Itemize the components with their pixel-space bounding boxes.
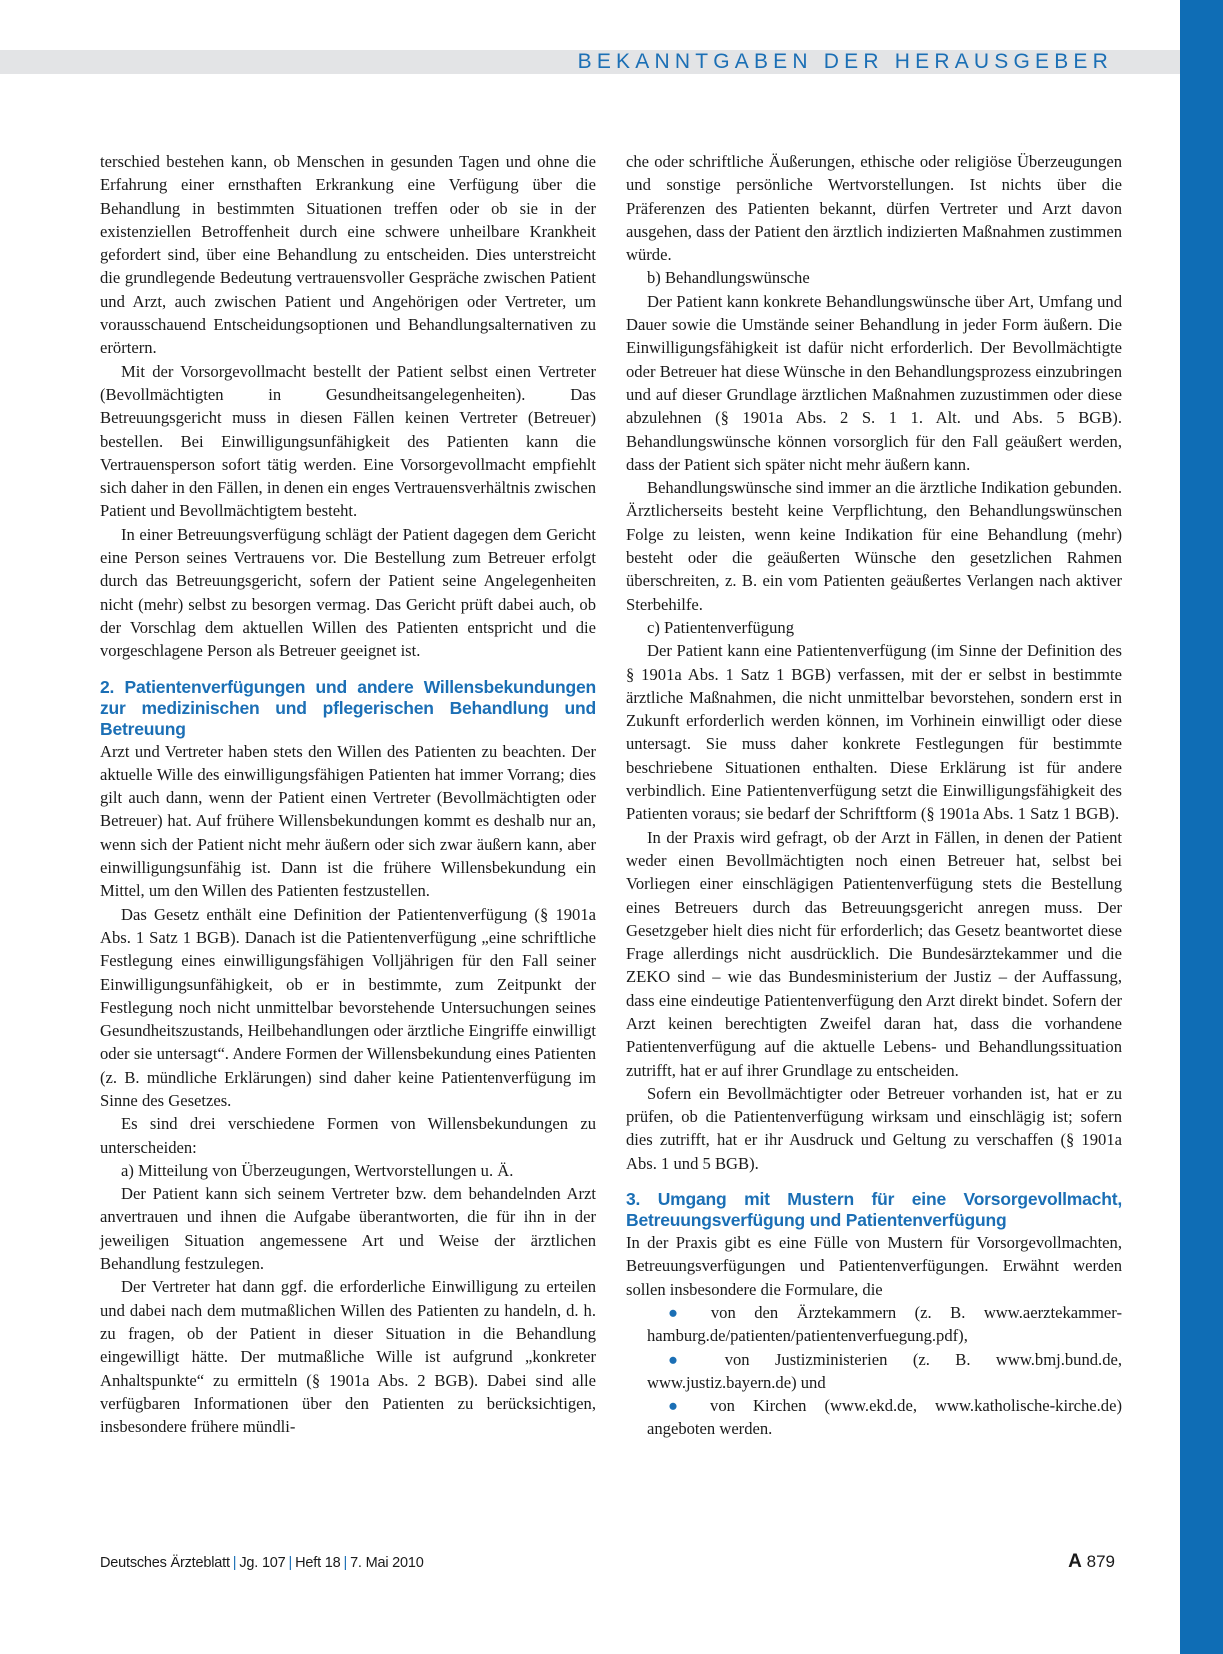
bullet-icon: ● bbox=[668, 1302, 693, 1322]
subheading: c) Patientenverfügung bbox=[647, 617, 794, 637]
right-column bbox=[626, 150, 1122, 1441]
paragraph: Es sind drei verschiedene Formen von Willensbekundungen zu unterscheiden: bbox=[100, 1114, 596, 1157]
paragraph: In der Praxis gibt es eine Fülle von Mustern für Vorsorgevollmachten, Betreuungsverfügungen und Patientenverfügungen. Erwähnt werden sollen insbesondere die Formulare, die bbox=[626, 1233, 1122, 1299]
list-item bbox=[626, 1394, 1122, 1441]
section-heading-2: 2. Patientenverfügungen und andere Willensbekundungen zur medizinischen und pflegerischen Behandlung und Betreuung bbox=[100, 676, 596, 739]
section-title: BEKANNTGABEN DER HERAUSGEBER bbox=[577, 50, 1113, 73]
paragraph: Arzt und Vertreter haben stets den Willen des Patienten zu beachten. Der aktuelle Wille des einwilligungsfähigen Patienten hat immer Vorrang; dies gilt auch dann, wenn der Patient einen Vertreter (Bevollmächtigten oder Betreuer) hat. Auf frühere Willensbekundungen kommt es deshalb nur an, wenn sich der Patient nicht mehr äußern oder sich zwar äußern kann, aber einwilligungsunfähig ist. Dann ist die frühere Willensbekundung ein Mittel, um den Willen des Patienten festzustellen. bbox=[100, 741, 596, 901]
paragraph: Das Gesetz enthält eine Definition der Patientenverfügung (§ 1901a Abs. 1 Satz 1 BGB). Danach ist die Patientenverfügung „eine schriftliche Festlegung eines einwilligungsfähigen Volljährigen für den Fall seiner Einwilligungsunfähigkeit, ob er in bestimmte, zum Zeitpunkt der Festlegung noch nicht unmittelbar bevorstehende Untersuchungen seines Gesundheitszustands, Heilbehandlungen oder ärztliche Eingriffe einwilligt oder sie untersagt“. Andere Formen der Willensbekundung eines Patienten (z. B. mündliche Erklärungen) sind daher keine Patientenverfügung im Sinne des Gesetzes. bbox=[100, 904, 596, 1110]
volume: Jg. 107 bbox=[239, 1555, 286, 1571]
list-item bbox=[626, 1301, 1122, 1348]
issue: Heft 18 bbox=[295, 1555, 341, 1571]
paragraph: Der Patient kann konkrete Behandlungswünsche über Art, Umfang und Dauer sowie die Umstände seiner Behandlung in jeder Form äußern. Die Einwilligungsfähigkeit ist dafür nicht erforderlich. Der Bevollmächtigte oder Betreuer hat diese Wünsche in den Behandlungsprozess einzubringen und auf dieser Grundlage ärztlichen Maßnahmen zuzustimmen oder diese abzulehnen (§ 1901a Abs. 2 S. 1 1. Alt. und Abs. 5 BGB). Behandlungswünsche können vorsorglich für den Fall geäußert werden, dass der Patient sich später nicht mehr äußern kann. bbox=[626, 291, 1122, 474]
list-item-text: von Justizministerien (z. B. www.bmj.bund.de, www.justiz.bayern.de) und bbox=[647, 1349, 1123, 1392]
bullet-icon: ● bbox=[668, 1396, 692, 1416]
page-number-value: 879 bbox=[1086, 1552, 1115, 1571]
paragraph: Der Patient kann sich seinem Vertreter bzw. dem behandelnden Arzt anvertrauen und ihnen die Aufgabe überantworten, die für ihn in der jeweiligen Situation angemessene Art und Weise der ärztlichen Behandlung festzulegen. bbox=[100, 1184, 596, 1274]
separator: | bbox=[232, 1555, 237, 1571]
section-heading-3: 3. Umgang mit Mustern für eine Vorsorgevollmacht, Betreuungsverfügung und Patientenverfügung bbox=[626, 1189, 1122, 1231]
paragraph: Der Patient kann eine Patientenverfügung (im Sinne der Definition des § 1901a Abs. 1 Satz 1 BGB) verfassen, mit der er selbst in bestimmte ärztliche Maßnahmen, die nicht unmittelbar bevorstehen, sondern erst in Zukunft erforderlich werden können, im Vorhinein einwilligt oder diese untersagt. Sie muss daher konkrete Festlegungen für bestimmte beschriebene Situationen enthalten. Diese Erklärung ist für andere verbindlich. Eine Patientenverfügung setzt die Einwilligungsfähigkeit des Patienten voraus; sie bedarf der Schriftform (§ 1901a Abs. 1 Satz 1 BGB). bbox=[626, 641, 1122, 824]
separator: | bbox=[288, 1555, 293, 1571]
side-color-stripe bbox=[1180, 0, 1223, 1654]
page-number bbox=[1068, 1551, 1115, 1573]
date: 7. Mai 2010 bbox=[350, 1555, 424, 1571]
paragraph: In einer Betreuungsverfügung schlägt der Patient dagegen dem Gericht eine Person seines Vertrauens vor. Die Bestellung zum Betreuer erfolgt durch das Betreuungsgericht, sofern der Patient seine Angelegenheiten nicht (mehr) selbst zu besorgen vermag. Das Gericht prüft dabei auch, ob der Vorschlag dem aktuellen Willen des Patienten entspricht und die vorgeschlagene Person als Betreuer geeignet ist. bbox=[100, 524, 596, 661]
paragraph: Mit der Vorsorgevollmacht bestellt der Patient selbst einen Vertreter (Bevollmächtigten in Gesundheitsangelegenheiten). Das Betreuungsgericht muss in diesen Fällen keinen Vertreter (Betreuer) bestellen. Bei Einwilligungsunfähigkeit des Patienten kann die Vertrauensperson sofort tätig werden. Eine Vorsorgevollmacht empfiehlt sich daher in den Fällen, in denen ein enges Vertrauensverhältnis zwischen Patient und Bevollmächtigtem besteht. bbox=[100, 361, 596, 521]
paragraph: Der Vertreter hat dann ggf. die erforderliche Einwilligung zu erteilen und dabei nach dem mutmaßlichen Willen des Patienten zu handeln, d. h. zu fragen, ob der Patient in dieser Situation in die Behandlung eingewilligt hätte. Der mutmaßliche Wille ist aufgrund „konkreter Anhaltspunkte“ zu ermitteln (§ 1901a Abs. 2 BGB). Dabei sind alle verfügbaren Informationen über den Patienten zu berücksichtigen, insbesondere frühere mündli- bbox=[100, 1277, 596, 1437]
paragraph: Behandlungswünsche sind immer an die ärztliche Indikation gebunden. Ärztlicherseits besteht keine Verpflichtung, den Behandlungswünschen Folge zu leisten, wenn keine Indikation für eine Behandlung (mehr) besteht oder die geäußerten Wünsche den gesetzlichen Rahmen überschreiten, z. B. ein vom Patienten geäußertes Verlangen nach aktiver Sterbehilfe. bbox=[626, 478, 1122, 614]
paragraph: Sofern ein Bevollmächtigter oder Betreuer vorhanden ist, hat er zu prüfen, ob die Patientenverfügung wirksam und einschlägig ist; sofern dies zutrifft, hat er ihr Ausdruck und Geltung zu verschaffen (§ 1901a Abs. 1 und 5 BGB). bbox=[626, 1083, 1122, 1173]
paragraph: che oder schriftliche Äußerungen, ethische oder religiöse Überzeugungen und sonstige persönliche Wertvorstellungen. Ist nichts über die Präferenzen des Patienten bekannt, dürfen Vertreter und Arzt davon ausgehen, dass der Patient den ärztlich indizierten Maßnahmen zustimmen würde. bbox=[626, 152, 1122, 265]
journal-name: Deutsches Ärzteblatt bbox=[100, 1555, 230, 1571]
footer-citation bbox=[100, 1555, 424, 1571]
list-item-text: von Kirchen (www.ekd.de, www.katholische-kirche.de) angeboten werden. bbox=[647, 1396, 1122, 1439]
left-column bbox=[100, 150, 596, 1438]
bullet-icon: ● bbox=[668, 1349, 700, 1369]
paragraph: terschied bestehen kann, ob Menschen in gesunden Tagen und ohne die Erfahrung einer ernsthaften Erkrankung eine Verfügung über die Behandlung in bestimmten Situationen treffen oder ob sie in der existenziellen Betroffenheit durch eine schwere unheilbare Krankheit gefordert sind, über eine Behandlung zu entscheiden. Dies unterstreicht die grundlegende Bedeutung vertrauensvoller Gespräche zwischen Patient und Arzt, auch zwischen Patient und Angehörigen oder Vertreter, um vorausschauend Entscheidungsoptionen und Behandlungsalternativen zu erörtern. bbox=[100, 152, 596, 358]
list-item bbox=[626, 1348, 1122, 1395]
paragraph: In der Praxis wird gefragt, ob der Arzt in Fällen, in denen der Patient weder einen Bevollmächtigten noch einen Betreuer hat, selbst bei Vorliegen einer einschlägigen Patientenverfügung stets die Bestellung eines Betreuers durch das Betreuungsgericht anregen muss. Der Gesetzgeber hielt dies nicht für erforderlich; das Gesetz beantwortet diese Frage allerdings nicht ausdrücklich. Die Bundesärztekammer und die ZEKO sind – wie das Bundesministerium der Justiz – der Auffassung, dass eine eindeutige Patientenverfügung den Arzt direkt bindet. Sofern der Arzt keinen berechtigten Zweifel daran hat, dass die vorhandene Patientenverfügung auf die aktuelle Lebens- und Behandlungssituation zutrifft, hat er auf ihrer Grundlage zu entscheiden. bbox=[626, 827, 1122, 1080]
page-prefix: A bbox=[1068, 1551, 1082, 1572]
subheading: a) Mitteilung von Überzeugungen, Wertvorstellungen u. Ä. bbox=[121, 1160, 514, 1180]
list-item-text: von den Ärztekammern (z. B. www.aerztekammer-hamburg.de/patienten/patientenverfuegung.pdf), bbox=[647, 1302, 1123, 1346]
separator: | bbox=[343, 1555, 348, 1571]
subheading: b) Behandlungswünsche bbox=[647, 268, 810, 288]
